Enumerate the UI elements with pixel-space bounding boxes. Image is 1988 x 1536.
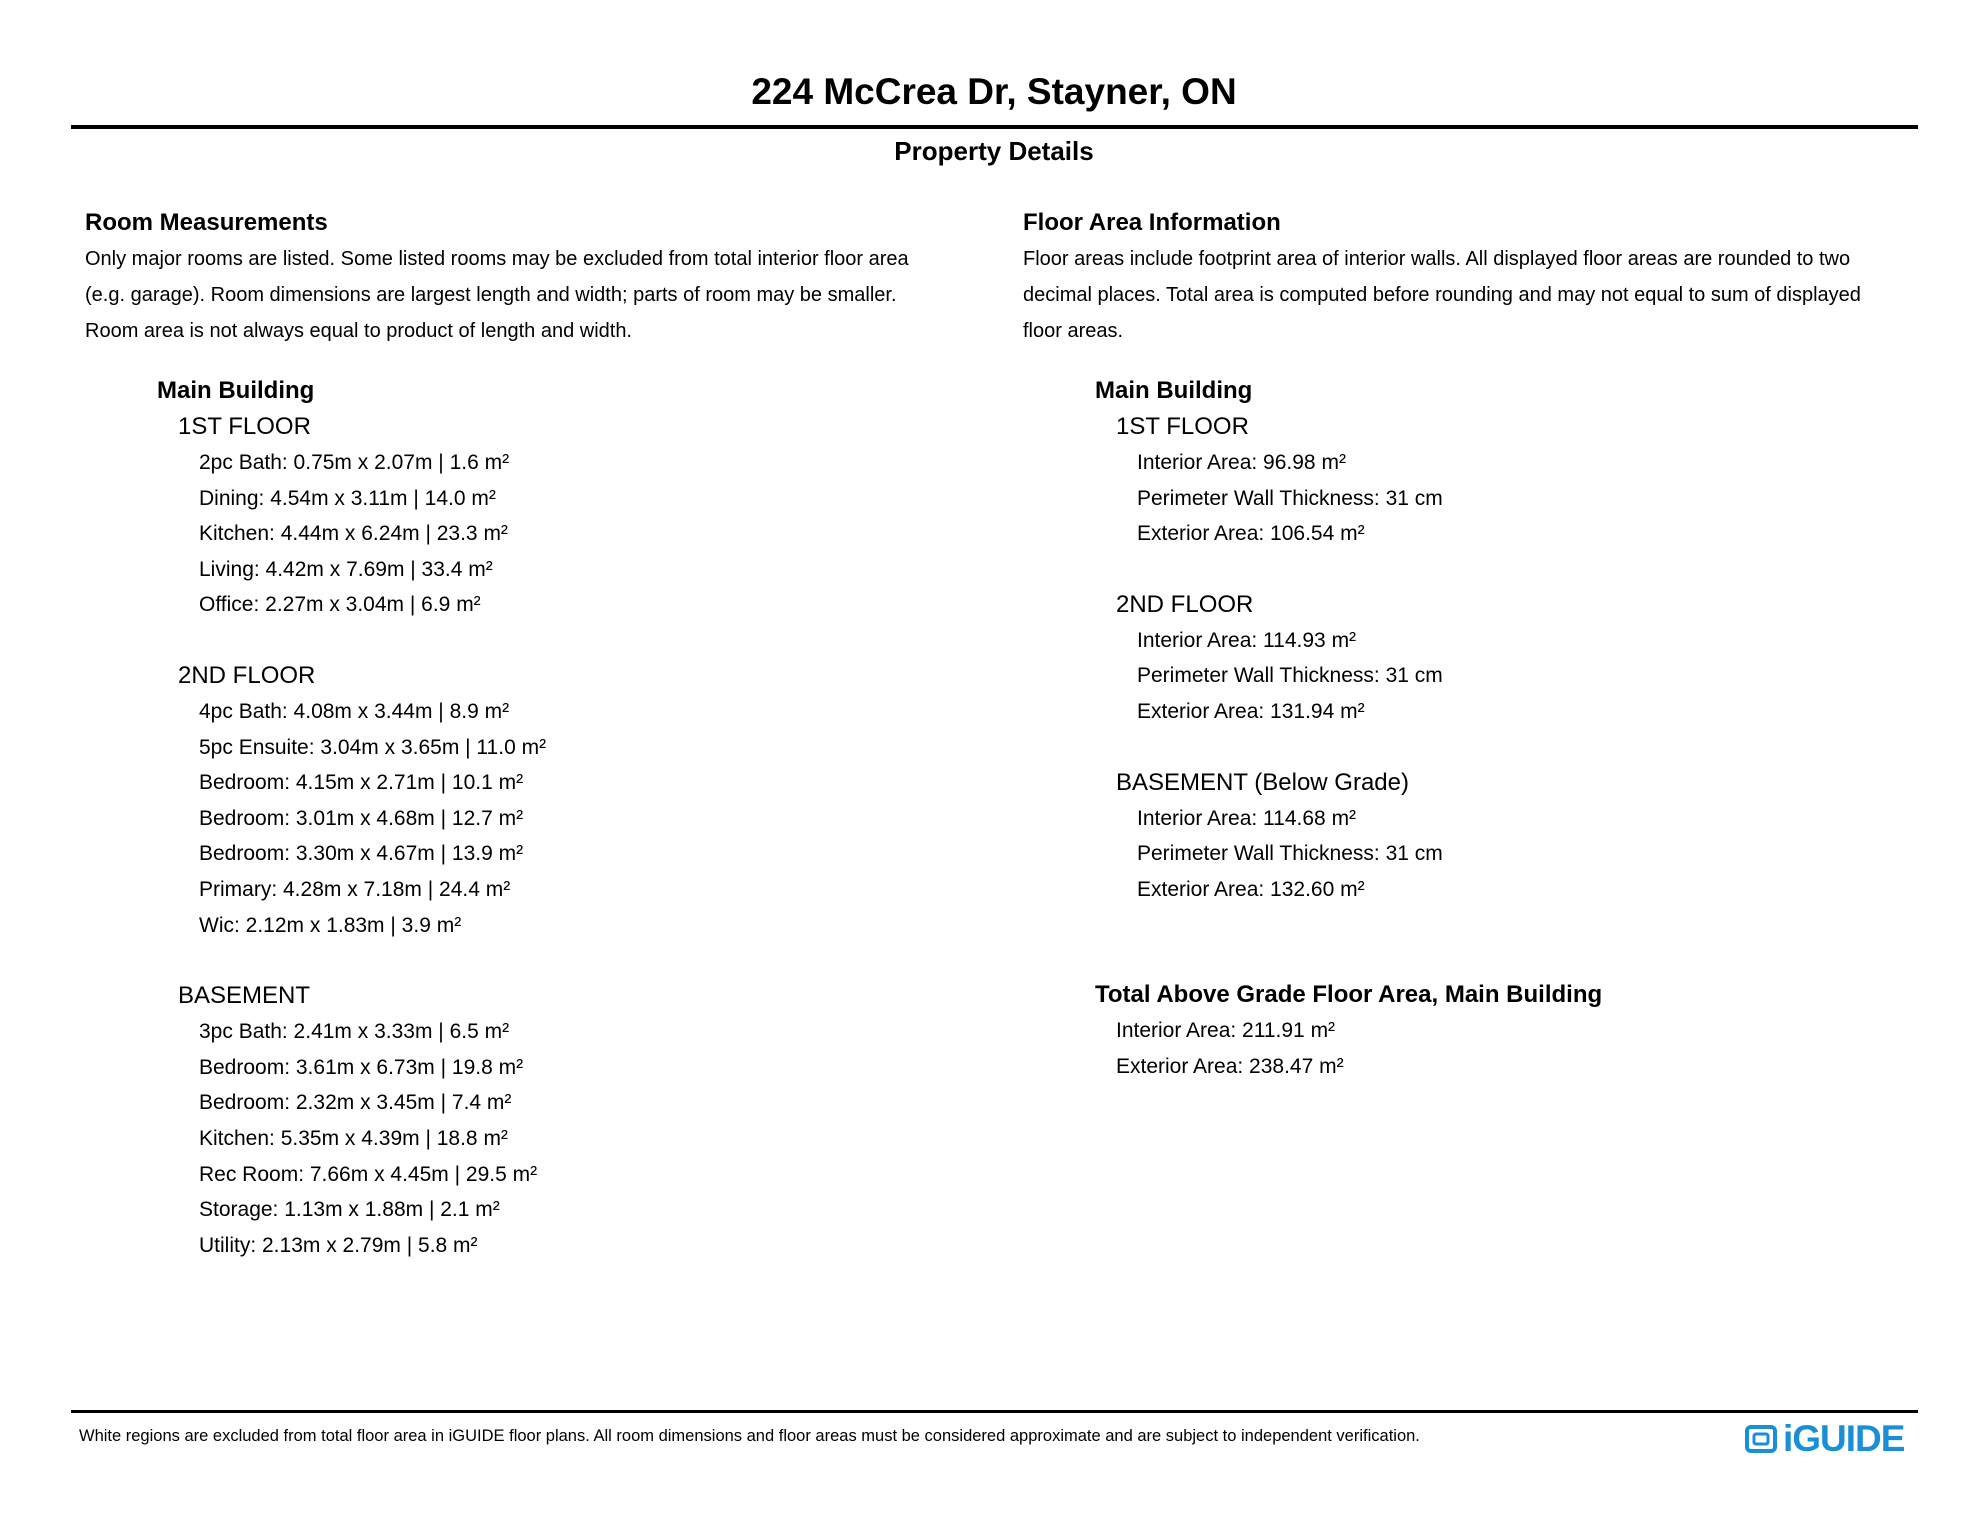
floor-heading: 2ND FLOOR (178, 661, 316, 689)
footer-disclaimer: White regions are excluded from total floor area in iGUIDE floor plans. All room dimensions and floor areas must be considered approximate and are subject to independent verification. (79, 1427, 1420, 1445)
iguide-logo-text: iGUIDE (1783, 1418, 1905, 1459)
description-line: Only major rooms are listed. Some listed rooms may be excluded from total interior floor area (85, 248, 909, 270)
room-entry: 5pc Ensuite: 3.04m x 3.65m | 11.0 m² (199, 735, 547, 759)
room-entry: Bedroom: 2.32m x 3.45m | 7.4 m² (199, 1091, 512, 1115)
room-entry: Wic: 2.12m x 1.83m | 3.9 m² (199, 913, 462, 937)
floor-heading: BASEMENT (178, 982, 311, 1010)
header-divider (71, 125, 1918, 129)
room-entry: Living: 4.42m x 7.69m | 33.4 m² (199, 557, 493, 581)
floor-heading: 1ST FLOOR (178, 413, 311, 440)
room-entry: Office: 2.27m x 3.04m | 6.9 m² (199, 593, 481, 617)
area-entry: Perimeter Wall Thickness: 31 cm (1137, 664, 1443, 688)
floor-heading: 2ND FLOOR (1116, 590, 1254, 618)
iguide-logo-icon (1745, 1424, 1777, 1454)
room-entry: 2pc Bath: 0.75m x 2.07m | 1.6 m² (199, 451, 510, 474)
area-entry: Exterior Area: 132.60 m² (1137, 877, 1365, 901)
footer-divider (71, 1410, 1918, 1413)
building-heading: Main Building (157, 377, 315, 404)
room-entry: Storage: 1.13m x 1.88m | 2.1 m² (199, 1198, 500, 1222)
section-heading: Room Measurements (85, 209, 328, 236)
area-entry: Exterior Area: 131.94 m² (1137, 699, 1365, 723)
floor-heading: 1ST FLOOR (1116, 413, 1249, 440)
total-area-entry: Exterior Area: 238.47 m² (1116, 1054, 1344, 1078)
room-entry: Dining: 4.54m x 3.11m | 14.0 m² (199, 486, 496, 510)
page-subtitle: Property Details (894, 136, 1094, 166)
section-heading: Floor Area Information (1023, 209, 1281, 236)
room-entry: Bedroom: 3.61m x 6.73m | 19.8 m² (199, 1055, 524, 1079)
total-area-entry: Interior Area: 211.91 m² (1116, 1019, 1336, 1043)
area-entry: Interior Area: 114.93 m² (1137, 628, 1357, 652)
spacer (1023, 552, 1928, 587)
area-entry: Interior Area: 114.68 m² (1137, 806, 1357, 830)
page-title: 224 McCrea Dr, Stayner, ON (751, 71, 1237, 112)
room-entry: Kitchen: 5.35m x 4.39m | 18.8 m² (199, 1126, 508, 1150)
room-entry: Rec Room: 7.66m x 4.45m | 29.5 m² (199, 1162, 538, 1186)
room-entry: Primary: 4.28m x 7.18m | 24.4 m² (199, 877, 511, 901)
area-entry: Exterior Area: 106.54 m² (1137, 522, 1365, 546)
area-entry: Interior Area: 96.98 m² (1137, 451, 1346, 474)
description-line: (e.g. garage). Room dimensions are largest length and width; parts of room may be smaller. (85, 284, 897, 306)
total-area-heading: Total Above Grade Floor Area, Main Building (1095, 981, 1603, 1009)
spacer (85, 623, 985, 658)
room-entry: Bedroom: 3.01m x 4.68m | 12.7 m² (199, 806, 524, 830)
description-line: Room area is not always equal to product of length and width. (85, 320, 632, 342)
room-measurements-section (85, 205, 985, 1263)
building-heading: Main Building (1095, 377, 1253, 404)
description-line: decimal places. Total area is computed before rounding and may not equal to sum of displayed (1023, 284, 1861, 306)
room-entry: Kitchen: 4.44m x 6.24m | 23.3 m² (199, 522, 508, 546)
room-entry: Bedroom: 4.15m x 2.71m | 10.1 m² (199, 771, 524, 795)
room-entry: Bedroom: 3.30m x 4.67m | 13.9 m² (199, 842, 524, 866)
floor-heading: BASEMENT (Below Grade) (1116, 768, 1409, 796)
room-entry: Utility: 2.13m x 2.79m | 5.8 m² (199, 1233, 478, 1257)
room-entry: 3pc Bath: 2.41m x 3.33m | 6.5 m² (199, 1020, 510, 1044)
spacer (1023, 907, 1928, 977)
floor-area-section (1023, 205, 1928, 1085)
spacer (1023, 730, 1928, 765)
description-line: floor areas. (1023, 320, 1124, 342)
spacer (85, 943, 985, 978)
room-entry: 4pc Bath: 4.08m x 3.44m | 8.9 m² (199, 699, 510, 723)
area-entry: Perimeter Wall Thickness: 31 cm (1137, 486, 1443, 510)
area-entry: Perimeter Wall Thickness: 31 cm (1137, 842, 1443, 866)
description-line: Floor areas include footprint area of interior walls. All displayed floor areas are rounded to two (1023, 248, 1851, 270)
iguide-logo (1745, 1418, 1904, 1460)
